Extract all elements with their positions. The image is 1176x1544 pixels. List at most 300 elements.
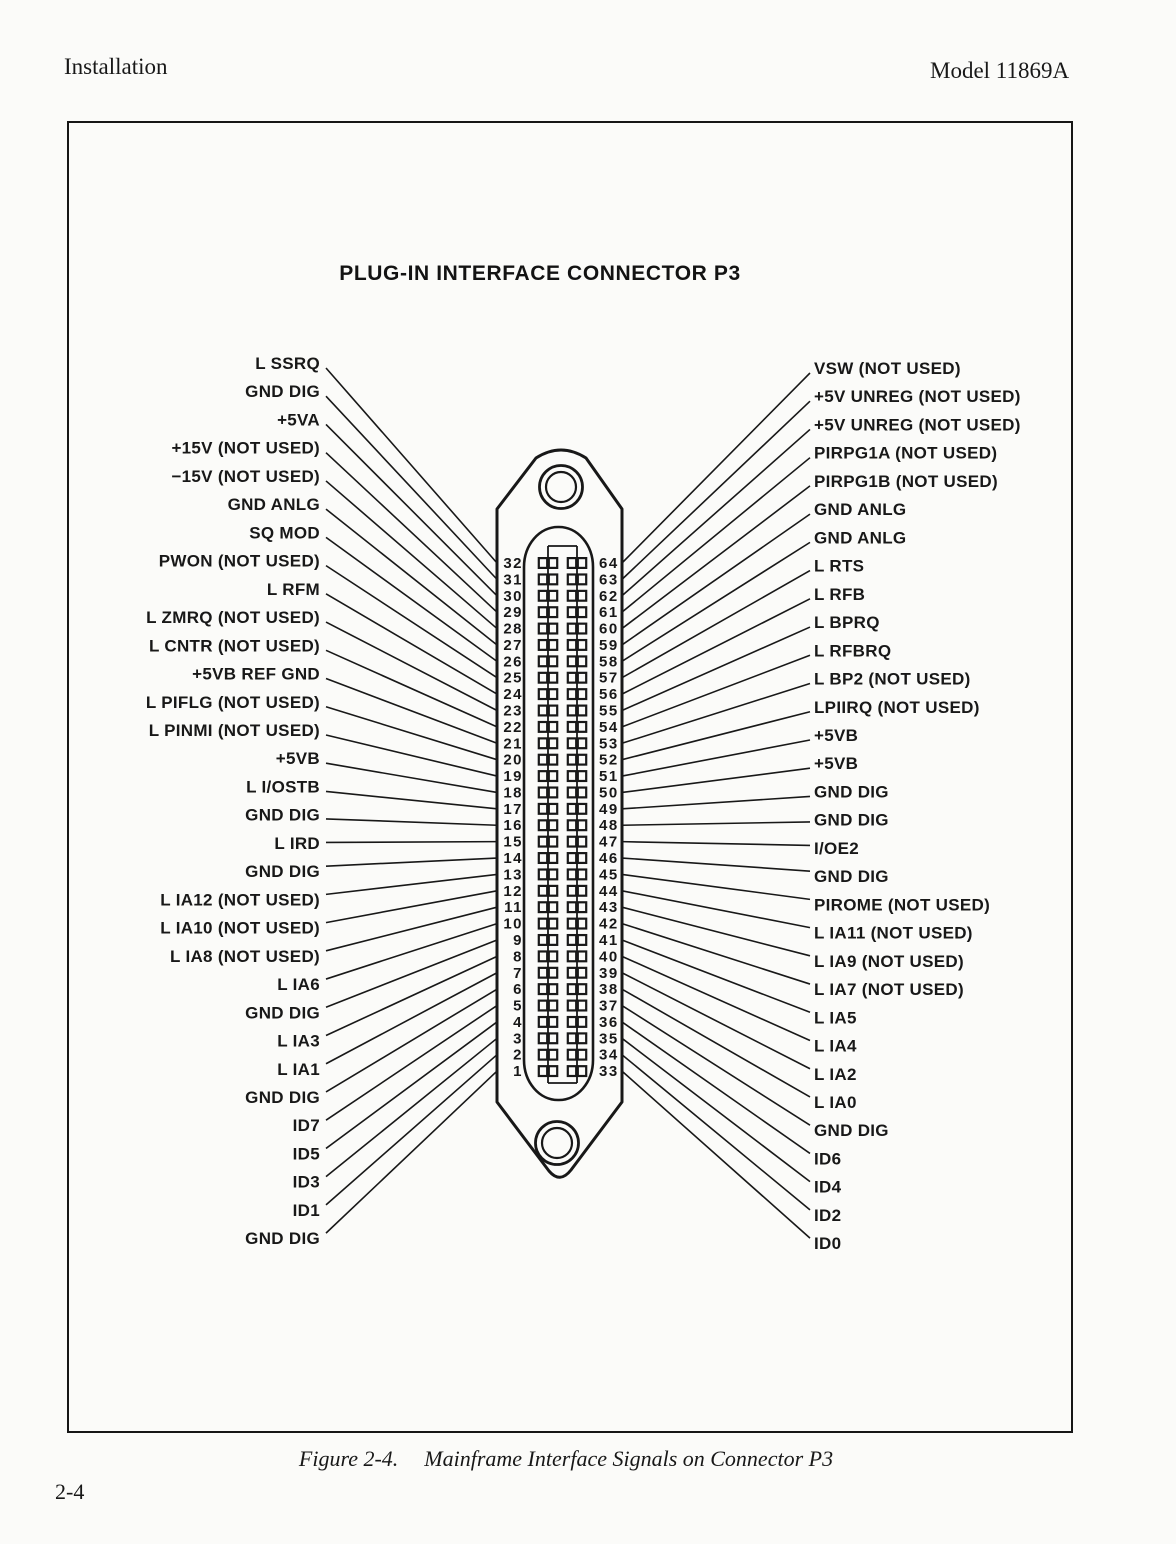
pin-number-left: 2: [513, 1046, 523, 1064]
pin-contact: [578, 870, 586, 880]
leader-line-right: [622, 486, 810, 629]
signal-label-left: −15V (NOT USED): [171, 466, 320, 486]
signal-label-right: ID0: [814, 1234, 842, 1254]
leader-line-left: [326, 453, 497, 612]
pin-contact: [568, 1001, 576, 1011]
signal-label-right: ID4: [814, 1177, 842, 1197]
pin-number-left: 31: [503, 571, 523, 589]
pin-contact: [568, 771, 576, 781]
pin-contact: [568, 656, 576, 666]
signal-label-left: L ZMRQ (NOT USED): [146, 608, 320, 628]
leader-line-right: [622, 989, 810, 1097]
signal-label-left: L PINMI (NOT USED): [148, 720, 320, 740]
leader-line-right: [622, 401, 810, 579]
pin-number-right: 62: [599, 587, 619, 605]
signal-label-right: I/OE2: [814, 838, 859, 858]
pin-contact: [578, 722, 586, 732]
pin-contact: [568, 591, 576, 601]
pin-contact: [539, 722, 547, 732]
signal-label-right: LPIIRQ (NOT USED): [814, 697, 980, 717]
leader-line-right: [622, 1038, 810, 1181]
leader-line-left: [326, 763, 497, 792]
signal-label-right: VSW (NOT USED): [814, 359, 961, 378]
pin-number-left: 30: [503, 587, 523, 605]
pin-contact: [578, 1017, 586, 1027]
signal-label-right: L RTS: [814, 556, 865, 576]
pin-contact: [568, 706, 576, 716]
pin-number-right: 51: [599, 768, 619, 786]
pin-contact: [549, 607, 557, 617]
section-header: Installation: [64, 54, 168, 79]
pin-contact: [549, 1017, 557, 1027]
pin-contact: [539, 984, 547, 994]
pin-number-left: 22: [503, 718, 523, 736]
signal-label-left: SQ MOD: [249, 523, 320, 543]
pin-number-left: 8: [513, 948, 523, 966]
signal-label-right: GND ANLG: [814, 528, 907, 548]
signal-label-right: L IA4: [814, 1036, 857, 1056]
pin-contact: [539, 968, 547, 978]
signal-label-right: GND DIG: [814, 810, 889, 830]
pin-contact: [578, 607, 586, 617]
pin-number-right: 39: [599, 964, 619, 982]
pin-contact: [539, 624, 547, 634]
pin-contact: [578, 738, 586, 748]
pin-number-left: 7: [513, 964, 523, 982]
leader-line-right: [622, 956, 810, 1040]
leader-line-right: [622, 429, 810, 595]
signal-label-right: +5VB: [814, 754, 859, 774]
signal-label-right: GND DIG: [814, 867, 889, 887]
pin-contact: [539, 673, 547, 683]
leader-line-right: [622, 924, 810, 984]
signal-label-left: GND DIG: [245, 1003, 320, 1023]
pin-contact: [549, 771, 557, 781]
pin-number-left: 10: [503, 915, 523, 933]
signal-label-right: L IA5: [814, 1008, 857, 1028]
pin-contact: [568, 886, 576, 896]
pin-contact: [568, 673, 576, 683]
figure-title: PLUG-IN INTERFACE CONNECTOR P3: [339, 262, 741, 285]
leader-line-right: [622, 842, 810, 846]
signal-label-right: GND ANLG: [814, 500, 907, 520]
pin-contact: [578, 558, 586, 568]
leader-line-left: [326, 735, 497, 776]
leader-line-left: [326, 891, 497, 923]
pin-number-left: 3: [513, 1030, 523, 1048]
pin-number-right: 64: [599, 555, 619, 572]
pin-contact: [578, 820, 586, 830]
leader-line-left: [326, 819, 497, 825]
leader-line-left: [326, 594, 497, 694]
signal-label-right: L IA9 (NOT USED): [814, 951, 964, 971]
pin-contact: [578, 624, 586, 634]
leader-line-right: [622, 1022, 810, 1154]
pin-number-right: 47: [599, 833, 619, 851]
signal-label-left: L CNTR (NOT USED): [149, 636, 320, 656]
signal-label-left: GND DIG: [245, 805, 320, 825]
pin-contact: [568, 1066, 576, 1076]
leader-line-right: [622, 712, 810, 760]
signal-label-left: L IA10 (NOT USED): [160, 918, 320, 938]
pin-contact: [539, 788, 547, 798]
pin-contact: [549, 1066, 557, 1076]
signal-label-left: L IA8 (NOT USED): [170, 946, 320, 966]
leader-line-right: [622, 940, 810, 1012]
pin-contact: [568, 902, 576, 912]
signal-label-left: L RFM: [266, 579, 320, 599]
pin-contact: [578, 640, 586, 650]
leader-line-right: [622, 858, 810, 871]
leader-line-left: [326, 537, 497, 661]
signal-label-right: GND DIG: [814, 782, 889, 802]
pin-number-right: 53: [599, 735, 619, 753]
pin-contact: [549, 1050, 557, 1060]
signal-label-right: +5V UNREG (NOT USED): [814, 415, 1021, 435]
pin-number-left: 23: [503, 702, 523, 720]
leader-line-right: [622, 822, 810, 825]
pin-contact: [568, 951, 576, 961]
pin-contact: [549, 1033, 557, 1043]
pin-number-left: 29: [503, 604, 523, 622]
signal-label-left: GND DIG: [245, 1229, 320, 1249]
pin-contact: [549, 853, 557, 863]
pin-contact: [568, 624, 576, 634]
pin-contact: [539, 640, 547, 650]
leader-line-right: [622, 973, 810, 1069]
pin-contact: [578, 919, 586, 929]
pin-contact: [578, 755, 586, 765]
page-number: 2-4: [55, 1479, 85, 1504]
pin-contact: [549, 689, 557, 699]
pin-number-right: 36: [599, 1013, 619, 1031]
pin-contact: [539, 738, 547, 748]
pin-contact: [568, 853, 576, 863]
pin-contact: [549, 968, 557, 978]
pin-number-left: 27: [503, 636, 523, 654]
leader-line-right: [622, 1071, 810, 1238]
pin-contact: [539, 902, 547, 912]
signal-label-left: GND DIG: [245, 382, 320, 402]
pin-contact: [578, 853, 586, 863]
pin-contact: [578, 804, 586, 814]
pin-contact: [568, 722, 576, 732]
signal-label-right: PIRPG1A (NOT USED): [814, 443, 998, 463]
pin-number-left: 24: [503, 686, 523, 704]
pin-contact: [578, 673, 586, 683]
leader-line-right: [622, 740, 810, 776]
pin-number-right: 63: [599, 571, 619, 589]
pin-contact: [549, 870, 557, 880]
leader-line-right: [622, 907, 810, 956]
pin-contact: [568, 984, 576, 994]
pin-contact: [578, 1066, 586, 1076]
pin-number-left: 9: [513, 931, 523, 949]
leader-line-left: [326, 858, 497, 866]
leader-line-left: [326, 1038, 497, 1176]
pin-number-left: 15: [503, 833, 523, 851]
pin-number-left: 1: [513, 1063, 523, 1081]
leader-line-left: [326, 874, 497, 894]
signal-label-left: +5VB: [275, 749, 320, 769]
leader-line-left: [326, 842, 497, 843]
pin-number-left: 13: [503, 866, 523, 884]
pin-contact: [549, 722, 557, 732]
leader-line-left: [326, 940, 497, 1007]
signal-label-left: ID7: [292, 1116, 320, 1136]
pin-contact: [578, 574, 586, 584]
figure-caption-text: Mainframe Interface Signals on Connector P3: [424, 1446, 834, 1471]
pin-contact: [549, 673, 557, 683]
pin-contact: [539, 1066, 547, 1076]
signal-label-right: PIROME (NOT USED): [814, 895, 991, 915]
pin-contact: [549, 755, 557, 765]
pin-contact: [539, 607, 547, 617]
pin-contact: [549, 919, 557, 929]
pin-contact: [539, 689, 547, 699]
signal-label-left: ID1: [292, 1200, 320, 1220]
pin-contact: [539, 919, 547, 929]
pin-contact: [578, 591, 586, 601]
pin-number-right: 42: [599, 915, 619, 933]
pin-number-right: 43: [599, 899, 619, 917]
pin-contact: [539, 656, 547, 666]
pin-contact: [568, 919, 576, 929]
signal-label-left: GND ANLG: [227, 495, 320, 515]
pin-number-left: 32: [503, 555, 523, 572]
pin-contact: [539, 574, 547, 584]
leader-line-right: [622, 1006, 810, 1126]
pin-contact: [578, 788, 586, 798]
pin-contact: [549, 1001, 557, 1011]
pin-number-left: 11: [504, 899, 523, 917]
signal-label-left: PWON (NOT USED): [158, 551, 320, 571]
pin-contact: [539, 558, 547, 568]
signal-label-right: L BPRQ: [814, 613, 880, 633]
signal-label-left: L PIFLG (NOT USED): [145, 692, 320, 712]
pin-contact: [578, 968, 586, 978]
pin-contact: [568, 1017, 576, 1027]
pin-contact: [549, 935, 557, 945]
pin-contact: [539, 706, 547, 716]
pin-number-left: 28: [503, 620, 523, 638]
pin-contact: [539, 804, 547, 814]
pin-number-right: 54: [599, 718, 619, 736]
leader-line-right: [622, 542, 810, 661]
pin-number-right: 33: [599, 1063, 619, 1081]
pin-contact: [539, 1017, 547, 1027]
signal-label-left: +5VB REF GND: [192, 664, 320, 684]
pin-number-left: 17: [503, 800, 523, 818]
leader-line-left: [326, 566, 497, 678]
leader-line-left: [326, 924, 497, 979]
signal-label-left: L IA1: [277, 1059, 320, 1079]
pin-number-left: 14: [503, 850, 523, 868]
pin-number-right: 38: [599, 981, 619, 999]
pin-contact: [539, 820, 547, 830]
signal-label-left: L IA6: [277, 975, 320, 995]
pin-number-right: 35: [599, 1030, 619, 1048]
pin-contact: [539, 1050, 547, 1060]
pin-contact: [568, 558, 576, 568]
pin-contact: [568, 870, 576, 880]
signal-label-left: ID5: [292, 1144, 320, 1164]
pin-contact: [578, 1033, 586, 1043]
pin-contact: [578, 837, 586, 847]
pin-contact: [578, 689, 586, 699]
signal-label-right: PIRPG1B (NOT USED): [814, 471, 998, 491]
pin-number-right: 48: [599, 817, 619, 835]
leader-line-left: [326, 424, 497, 595]
signal-label-right: GND DIG: [814, 1121, 889, 1141]
pin-contact: [578, 706, 586, 716]
pin-contact: [578, 771, 586, 781]
pin-contact: [568, 1050, 576, 1060]
pin-number-left: 25: [503, 669, 523, 687]
pin-contact: [539, 951, 547, 961]
pin-number-left: 5: [513, 997, 523, 1015]
pin-number-right: 41: [599, 931, 619, 949]
pin-number-right: 44: [599, 882, 619, 900]
pin-number-right: 46: [599, 850, 619, 868]
pin-contact: [568, 755, 576, 765]
figure-caption: [0, 1446, 1132, 1472]
pin-number-right: 50: [599, 784, 619, 802]
signal-label-left: GND DIG: [245, 1087, 320, 1107]
signal-label-left: ID3: [292, 1172, 320, 1192]
signal-label-left: L I/OSTB: [246, 777, 320, 797]
signal-label-left: L IRD: [274, 833, 320, 853]
signal-label-right: L IA11 (NOT USED): [814, 923, 973, 943]
leader-line-right: [622, 571, 810, 678]
model-number-header: Model 11869A: [930, 58, 1070, 83]
pin-contact: [568, 837, 576, 847]
pin-contact: [539, 755, 547, 765]
pin-contact: [539, 837, 547, 847]
pin-number-left: 4: [513, 1013, 523, 1031]
pin-contact: [578, 935, 586, 945]
leader-line-left: [326, 907, 497, 951]
pin-number-right: 40: [599, 948, 619, 966]
pin-contact: [549, 624, 557, 634]
leader-line-left: [326, 1006, 497, 1121]
signal-label-right: L IA7 (NOT USED): [814, 980, 964, 1000]
signal-label-right: +5V UNREG (NOT USED): [814, 387, 1021, 407]
pin-contact: [549, 706, 557, 716]
pin-number-right: 34: [599, 1046, 619, 1064]
leader-line-right: [622, 768, 810, 792]
pin-contact: [539, 935, 547, 945]
signal-label-right: L RFB: [814, 584, 866, 604]
pin-number-right: 61: [599, 604, 619, 622]
pin-number-left: 20: [503, 751, 523, 769]
pin-contact: [578, 1050, 586, 1060]
pin-contact: [578, 902, 586, 912]
pin-contact: [549, 804, 557, 814]
pin-contact: [539, 853, 547, 863]
signal-label-right: L IA0: [814, 1092, 857, 1112]
leader-line-left: [326, 396, 497, 579]
pin-number-right: 60: [599, 620, 619, 638]
pin-contact: [549, 558, 557, 568]
pin-contact: [568, 689, 576, 699]
leader-line-right: [622, 1055, 810, 1210]
pin-number-right: 58: [599, 653, 619, 671]
pin-number-right: 55: [599, 702, 619, 720]
signal-label-left: +5VA: [277, 410, 320, 430]
signal-label-right: L IA2: [814, 1064, 857, 1084]
pin-contact: [568, 788, 576, 798]
pin-contact: [568, 607, 576, 617]
pin-contact: [549, 902, 557, 912]
pin-contact: [568, 574, 576, 584]
leader-line-right: [622, 684, 810, 744]
pin-contact: [539, 591, 547, 601]
pin-contact: [549, 574, 557, 584]
pin-contact: [568, 1033, 576, 1043]
pin-number-left: 16: [503, 817, 523, 835]
pin-contact: [549, 984, 557, 994]
pin-number-left: 18: [503, 784, 523, 802]
leader-line-left: [326, 368, 497, 563]
pin-contact: [549, 640, 557, 650]
pin-contact: [539, 771, 547, 781]
leader-line-left: [326, 509, 497, 645]
pin-number-left: 12: [503, 882, 523, 900]
pin-number-right: 56: [599, 686, 619, 704]
signal-label-right: ID6: [814, 1149, 842, 1169]
leader-line-left: [326, 1071, 497, 1233]
pin-contact: [568, 640, 576, 650]
pin-contact: [568, 804, 576, 814]
leader-line-right: [622, 627, 810, 710]
pin-number-left: 21: [503, 735, 523, 753]
pin-number-left: 6: [513, 981, 523, 999]
figure-caption-number: Figure 2-4.: [298, 1446, 399, 1471]
pin-contact: [578, 984, 586, 994]
pin-number-left: 19: [503, 768, 523, 786]
leader-line-right: [622, 599, 810, 694]
leader-line-left: [326, 622, 497, 710]
pin-contact: [539, 1033, 547, 1043]
leader-line-right: [622, 796, 810, 808]
pin-contact: [549, 951, 557, 961]
pin-number-right: 37: [599, 997, 619, 1015]
signal-label-left: L SSRQ: [255, 354, 320, 373]
pin-contact: [549, 656, 557, 666]
pin-contact: [549, 591, 557, 601]
pin-contact: [578, 886, 586, 896]
pin-contact: [549, 837, 557, 847]
pin-number-left: 26: [503, 653, 523, 671]
pin-contact: [549, 738, 557, 748]
leader-line-left: [326, 973, 497, 1064]
signal-label-right: L RFBRQ: [814, 641, 892, 661]
pin-contact: [568, 738, 576, 748]
signal-label-right: ID2: [814, 1205, 842, 1225]
pin-contact: [549, 788, 557, 798]
signal-label-left: +15V (NOT USED): [171, 438, 320, 458]
pin-contact: [578, 656, 586, 666]
pin-contact: [539, 886, 547, 896]
leader-line-left: [326, 481, 497, 629]
leader-line-right: [622, 655, 810, 727]
signal-label-right: +5VB: [814, 725, 859, 745]
pin-number-right: 59: [599, 636, 619, 654]
signal-label-left: L IA12 (NOT USED): [160, 890, 320, 910]
signal-label-right: L BP2 (NOT USED): [814, 669, 971, 689]
signal-label-left: GND DIG: [245, 862, 320, 882]
